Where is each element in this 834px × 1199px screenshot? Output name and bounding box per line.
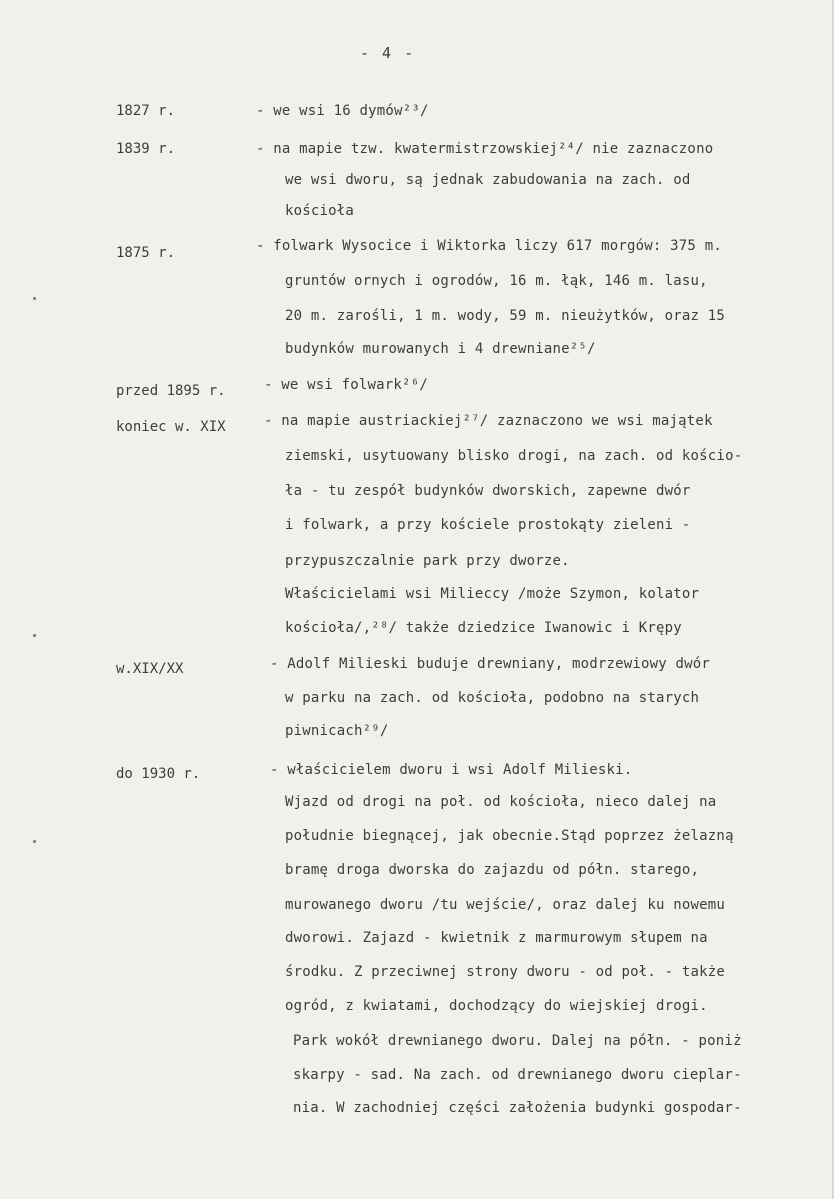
entry-line: 20 m. zarośli, 1 m. wody, 59 m. nieużytków, oraz 15 xyxy=(285,308,726,324)
entry-date: 1827 r. xyxy=(116,103,176,119)
entry-line: skarpy - sad. Na zach. od drewnianego dworu cieplar- xyxy=(293,1067,742,1083)
entry-line: ogród, z kwiatami, dochodzący do wiejskiej drogi. xyxy=(285,998,708,1014)
entry-line: Właścicielami wsi Milieccy /może Szymon, kolator xyxy=(285,586,700,602)
entry-line: Park wokół drewnianego dworu. Dalej na półn. - poniż xyxy=(293,1033,742,1049)
entry-line: w parku na zach. od kościoła, podobno na starych xyxy=(285,690,700,706)
entry-line: - we wsi folwark²⁶/ xyxy=(264,377,428,393)
entry-date: w.XIX/XX xyxy=(116,661,184,677)
entry-line: - właścicielem dworu i wsi Adolf Milieski. xyxy=(270,762,633,778)
margin-speck xyxy=(33,840,36,843)
entry-line: nia. W zachodniej części założenia budynki gospodar- xyxy=(293,1100,742,1116)
margin-speck xyxy=(33,634,36,637)
entry-line: Wjazd od drogi na poł. od kościoła, nieco dalej na xyxy=(285,794,717,810)
entry-date: koniec w. XIX xyxy=(116,419,226,435)
entry-line: ła - tu zespół budynków dworskich, zapewne dwór xyxy=(285,483,691,499)
entry-line: południe biegnącej, jak obecnie.Stąd poprzez żelazną xyxy=(285,828,734,844)
entry-line: ziemski, usytuowany blisko drogi, na zach. od kościo- xyxy=(285,448,743,464)
entry-line: gruntów ornych i ogrodów, 16 m. łąk, 146 m. lasu, xyxy=(285,273,708,289)
entry-line: kościoła/,²⁸/ także dziedzice Iwanowic i Krępy xyxy=(285,620,682,636)
entry-line: środku. Z przeciwnej strony dworu - od poł. - także xyxy=(285,964,726,980)
entry-line: - folwark Wysocice i Wiktorka liczy 617 morgów: 375 m. xyxy=(256,238,722,254)
entry-line: dworowi. Zajazd - kwietnik z marmurowym słupem na xyxy=(285,930,708,946)
entry-date: do 1930 r. xyxy=(116,766,201,782)
page-number: - 4 - xyxy=(360,44,416,62)
entry-line: - na mapie tzw. kwatermistrzowskiej²⁴/ nie zaznaczono xyxy=(256,141,714,157)
entry-line: budynków murowanych i 4 drewniane²⁵/ xyxy=(285,341,596,357)
entry-line: - we wsi 16 dymów²³/ xyxy=(256,103,429,119)
entry-line: bramę droga dworska do zajazdu od półn. starego, xyxy=(285,862,700,878)
entry-line: piwnicach²⁹/ xyxy=(285,723,389,739)
entry-line: we wsi dworu, są jednak zabudowania na zach. od xyxy=(285,172,691,188)
entry-line: murowanego dworu /tu wejście/, oraz dalej ku nowemu xyxy=(285,897,726,913)
margin-speck xyxy=(33,297,36,300)
entry-line: kościoła xyxy=(285,203,355,219)
entry-line: przypuszczalnie park przy dworze. xyxy=(285,553,570,569)
entry-date: przed 1895 r. xyxy=(116,383,226,399)
entry-line: - na mapie austriackiej²⁷/ zaznaczono we wsi majątek xyxy=(264,413,713,429)
entry-date: 1839 r. xyxy=(116,141,176,157)
entry-date: 1875 r. xyxy=(116,245,176,261)
entry-line: i folwark, a przy kościele prostokąty zieleni - xyxy=(285,517,691,533)
entry-line: - Adolf Milieski buduje drewniany, modrzewiowy dwór xyxy=(270,656,711,672)
